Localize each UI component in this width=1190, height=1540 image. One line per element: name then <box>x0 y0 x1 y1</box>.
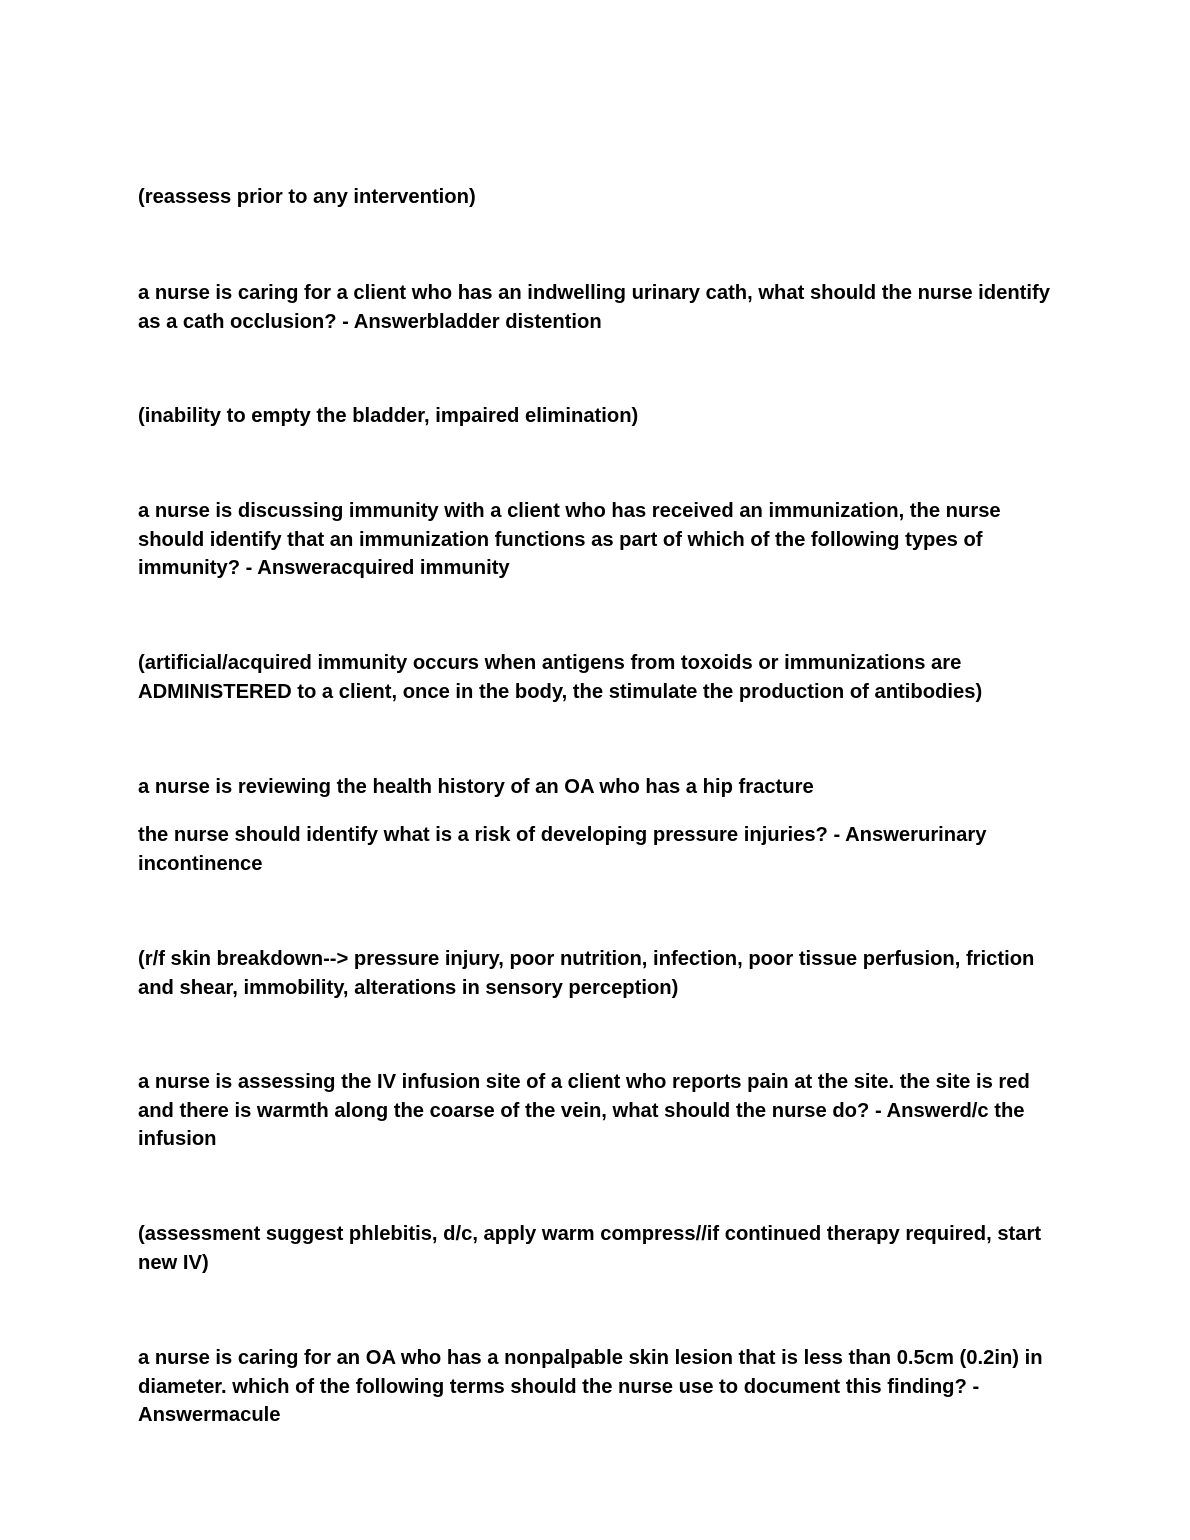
question-cath-occlusion: a nurse is caring for a client who has an indwelling urinary cath, what should the nurse identify as a cath occlusion? - Answerbladder distention <box>138 282 1050 333</box>
rationale-skin-breakdown: (r/f skin breakdown--> pressure injury, poor nutrition, infection, poor tissue perfusion, friction and shear, immobility, alterations in sensory perception) <box>138 948 1035 999</box>
question-immunity: a nurse is discussing immunity with a client who has received an immunization, the nurse should identify that an immunization functions as part of which of the following types of immunity? - Answeracquired immunity <box>138 500 1001 579</box>
rationale-phlebitis: (assessment suggest phlebitis, d/c, apply warm compress//if continued therapy required, start new IV) <box>138 1223 1042 1274</box>
question-iv-site: a nurse is assessing the IV infusion site of a client who reports pain at the site. the site is red and there is warmth along the coarse of the vein, what should the nurse do? - Answerd/c the infusion <box>138 1071 1030 1150</box>
rationale-acquired-immunity: (artificial/acquired immunity occurs when antigens from toxoids or immunizations are ADMINISTERED to a client, once in the body, the stimulate the production of antibodies) <box>138 652 983 703</box>
rationale-reassess: (reassess prior to any intervention) <box>138 186 476 208</box>
question-hip-fracture: a nurse is reviewing the health history of an OA who has a hip fracture <box>138 776 814 798</box>
question-pressure-injuries: the nurse should identify what is a risk of developing pressure injuries? - Answerurinary incontinence <box>138 824 987 875</box>
rationale-bladder: (inability to empty the bladder, impaired elimination) <box>138 405 639 427</box>
question-skin-lesion: a nurse is caring for an OA who has a nonpalpable skin lesion that is less than 0.5cm (0.2in) in diameter. which of the following terms should the nurse use to document this finding? - Answermacule <box>138 1347 1043 1426</box>
